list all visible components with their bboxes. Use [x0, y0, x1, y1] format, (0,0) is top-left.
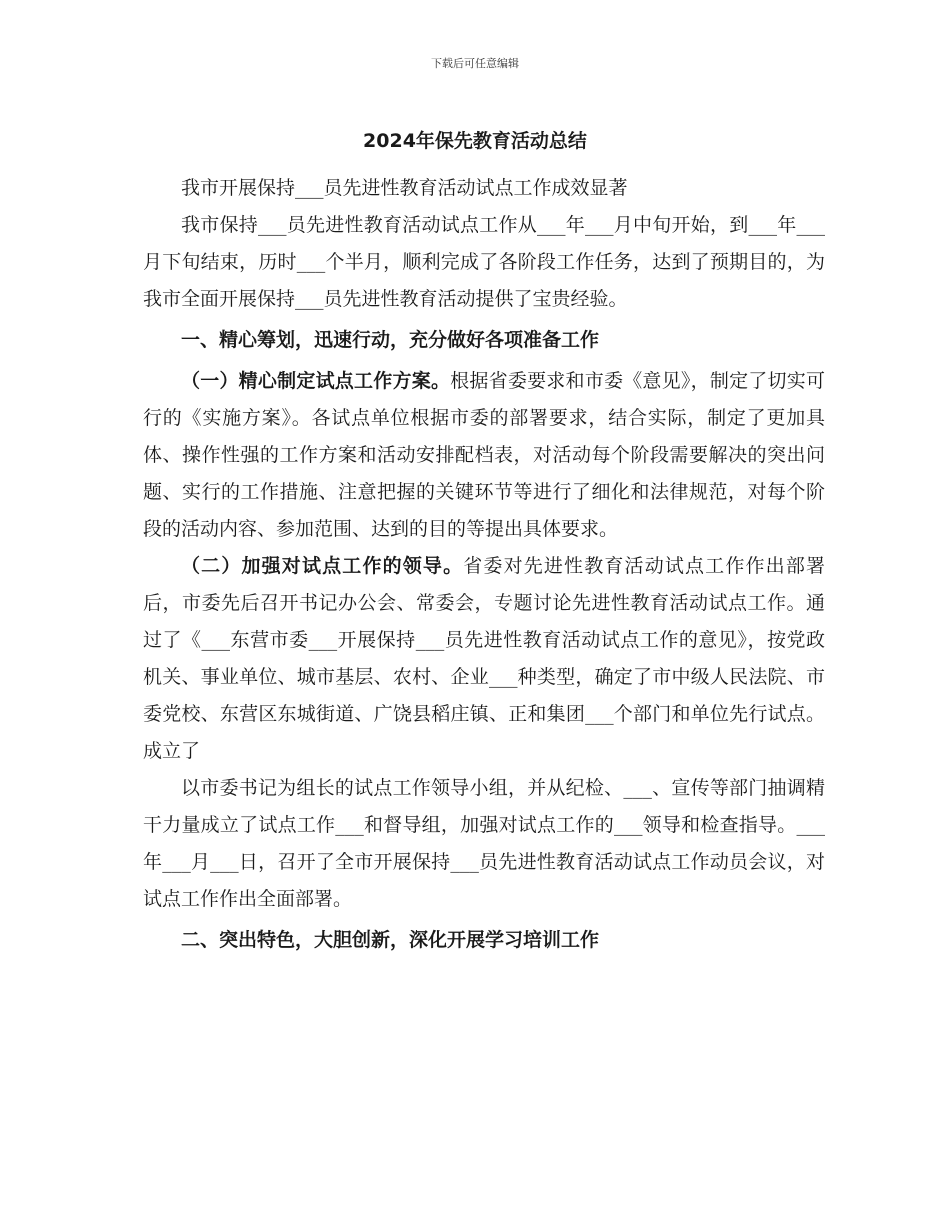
paragraph-group: 以市委书记为组长的试点工作领导小组，并从纪检、___、宣传等部门抽调精干力量成立了试点工作___和督导组，加强对试点工作的___领导和检查指导。___年___月___日，召开了全市开展保持___员先进性教育活动试点工作动员会议，对试点工作作出全面部署。 — [143, 777, 825, 910]
document-title: 2024年保先教育活动总结 — [363, 130, 587, 152]
page-header: 下载后可任意编辑 — [431, 57, 519, 70]
lead-paragraph: 我市开展保持___员先进性教育活动试点工作成效显著 — [181, 177, 628, 199]
subheading-leadership: （二）加强对试点工作的领导。 — [181, 555, 464, 577]
paragraph-plan — [143, 363, 825, 548]
intro-paragraph: 我市保持___员先进性教育活动试点工作从___年___月中旬开始，到___年___月下旬结束，历时___个半月，顺利完成了各阶段工作任务，达到了预期目的，为我市全面开展保持___员先进性教育活动提供了宝贵经验。 — [143, 214, 825, 310]
paragraph-plan-text: 根据省委要求和市委《意见》，制定了切实可行的《实施方案》。各试点单位根据市委的部署要求，结合实际，制定了更加具体、操作性强的工作方案和活动安排配档表，对活动每个阶段需要解决的突出问题、实行的工作措施、注意把握的关键环节等进行了细化和法律规范，对每个阶段的活动内容、参加范围、达到的目的等提出具体要求。 — [143, 370, 825, 540]
paragraph-leadership — [143, 548, 825, 770]
subheading-plan: （一）精心制定试点工作方案。 — [181, 370, 451, 392]
section-heading-1: 一、精心筹划，迅速行动，充分做好各项准备工作 — [181, 329, 600, 351]
document-body — [143, 170, 825, 963]
paragraph-leadership-text: 省委对先进性教育活动试点工作作出部署后，市委先后召开书记办公会、常委会，专题讨论先进性教育活动试点工作。通过了《___东营市委___开展保持___员先进性教育活动试点工作的意见》，按党政机关、事业单位、城市基层、农村、企业___种类型，确定了市中级人民法院、市委党校、东营区东城街道、广饶县稻庄镇、正和集团___个部门和单位先行试点。成立了 — [143, 555, 825, 762]
section-heading-2: 二、突出特色，大胆创新，深化开展学习培训工作 — [181, 929, 600, 951]
